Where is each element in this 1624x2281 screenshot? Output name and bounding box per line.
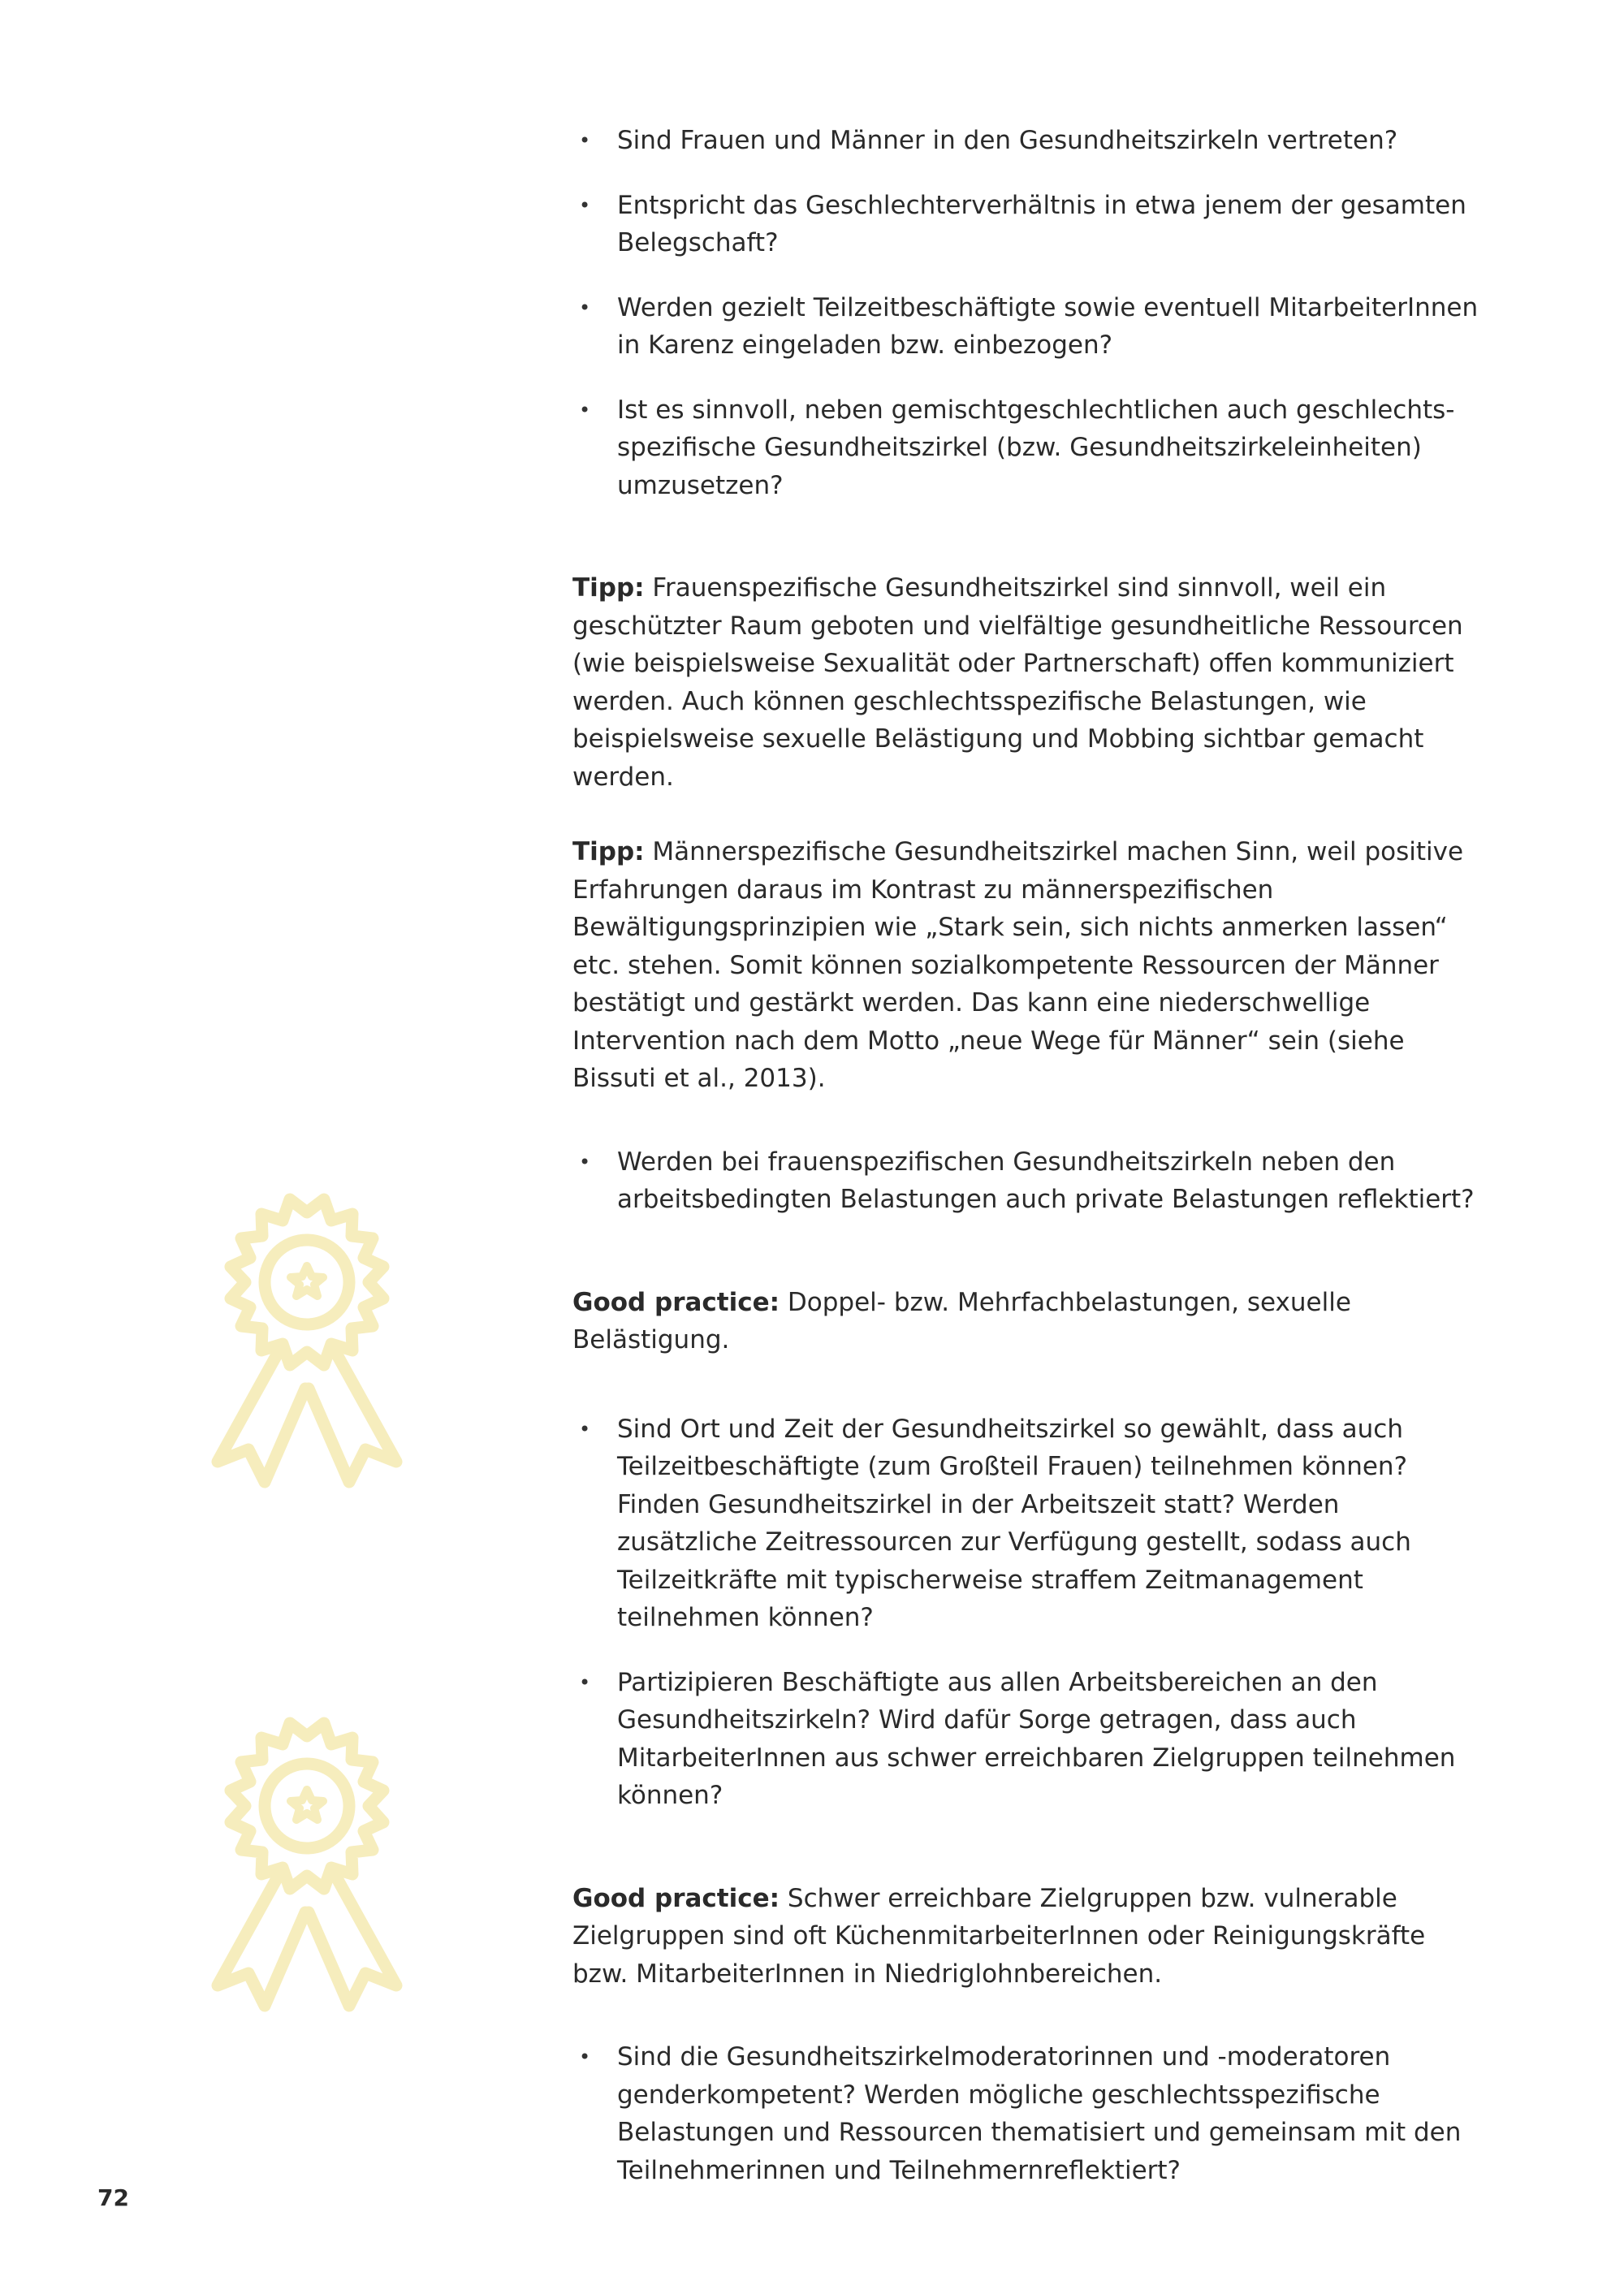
list-item: • Sind die Gesundheitszirkelmoderatorinnen und -moderatoren genderkompetent? Werden mögliche geschlechtsspezifische Belastungen und Ressourcen thematisiert und gemeinsam mit den Teilnehmerinnen und Teilnehmernreflektiert? [572, 2038, 1482, 2189]
list-item: • Ist es sinnvoll, neben gemischtgeschlechtlichen auch geschlechts-spezifische Gesundheitszirkel (bzw. Gesundheitszirkeleinheiten) umzusetzen? [572, 391, 1482, 505]
main-content [572, 122, 1482, 2189]
list-item: • Werden bei frauenspezifischen Gesundheitszirkeln neben den arbeitsbedingten Belastungen auch private Belastungen reflektiert? [572, 1143, 1482, 1219]
good-practice-paragraph-1 [572, 1284, 1482, 1359]
bullet-list-last [572, 2038, 1482, 2189]
list-item: • Entspricht das Geschlechterverhältnis in etwa jenem der gesamten Belegschaft? [572, 187, 1482, 262]
bullet-list-middle [572, 1411, 1482, 1815]
good-practice-label: Good practice: [572, 1287, 780, 1317]
award-ribbon-icon [201, 1713, 412, 2022]
good-practice-paragraph-2 [572, 1880, 1482, 1994]
tip-paragraph-men [572, 833, 1482, 1098]
tip-paragraph-women [572, 569, 1482, 796]
award-ribbon-icon [201, 1190, 412, 1498]
bullet-list-top [572, 122, 1482, 504]
list-item: • Partizipieren Beschäftigte aus allen Arbeitsbereichen an den Gesundheitszirkeln? Wird dafür Sorge getragen, dass auch MitarbeiterInnen aus schwer erreichbaren Zielgruppen teilnehmen können? [572, 1664, 1482, 1815]
tip-label: Tipp: [572, 573, 645, 603]
award-ribbon-graphic [201, 1713, 412, 2022]
award-ribbon-graphic [201, 1190, 412, 1498]
list-item: • Sind Ort und Zeit der Gesundheitszirkel so gewählt, dass auch Teilzeitbeschäftigte (zum Großteil Frauen) teilnehmen können? Finden Gesundheitszirkel in der Arbeitszeit statt? Werden zusätzliche Zeitressourcen zur Verfügung gestellt, sodass auch Teilzeitkräfte mit typischerweise straffem Zeitmanagement teilnehmen können? [572, 1411, 1482, 1637]
good-practice-text: Doppel- bzw. Mehrfachbelastungen, sexuelle Belästigung. [572, 1287, 1351, 1354]
good-practice-text: Schwer erreichbare Zielgruppen bzw. vulnerable Zielgruppen sind oft KüchenmitarbeiterInnen oder Reinigungskräfte bzw. MitarbeiterInnen in Niedriglohnbereichen. [572, 1883, 1426, 1989]
tip-text: Frauenspezifische Gesundheitszirkel sind sinnvoll, weil ein geschützter Raum geboten und vielfältige gesundheitliche Ressourcen (wie beispielsweise Sexualität oder Partnerschaft) offen kommuniziert werden. Auch können geschlechtsspezifische Belastungen, wie beispielsweise sexuelle Belästigung und Mobbing sichtbar gemacht werden. [572, 573, 1463, 792]
tip-text: Männerspezifische Gesundheitszirkel machen Sinn, weil positive Erfahrungen daraus im Kontrast zu männerspezifischen Bewältigungsprinzipien wie „Stark sein, sich nichts anmerken lassen“ etc. stehen. Somit können sozialkompetente Ressourcen der Männer bestätigt und gestärkt werden. Das kann eine niederschwellige Intervention nach dem Motto „neue Wege für Männer“ sein (siehe Bissuti et al., 2013). [572, 837, 1464, 1093]
bullet-list-private [572, 1143, 1482, 1219]
list-item: • Werden gezielt Teilzeitbeschäftigte sowie eventuell MitarbeiterInnen in Karenz eingeladen bzw. einbezogen? [572, 289, 1482, 365]
good-practice-label: Good practice: [572, 1883, 780, 1913]
tip-label: Tipp: [572, 837, 645, 866]
page-number: 72 [97, 2184, 129, 2211]
list-item: • Sind Frauen und Männer in den Gesundheitszirkeln vertreten? [572, 122, 1482, 160]
